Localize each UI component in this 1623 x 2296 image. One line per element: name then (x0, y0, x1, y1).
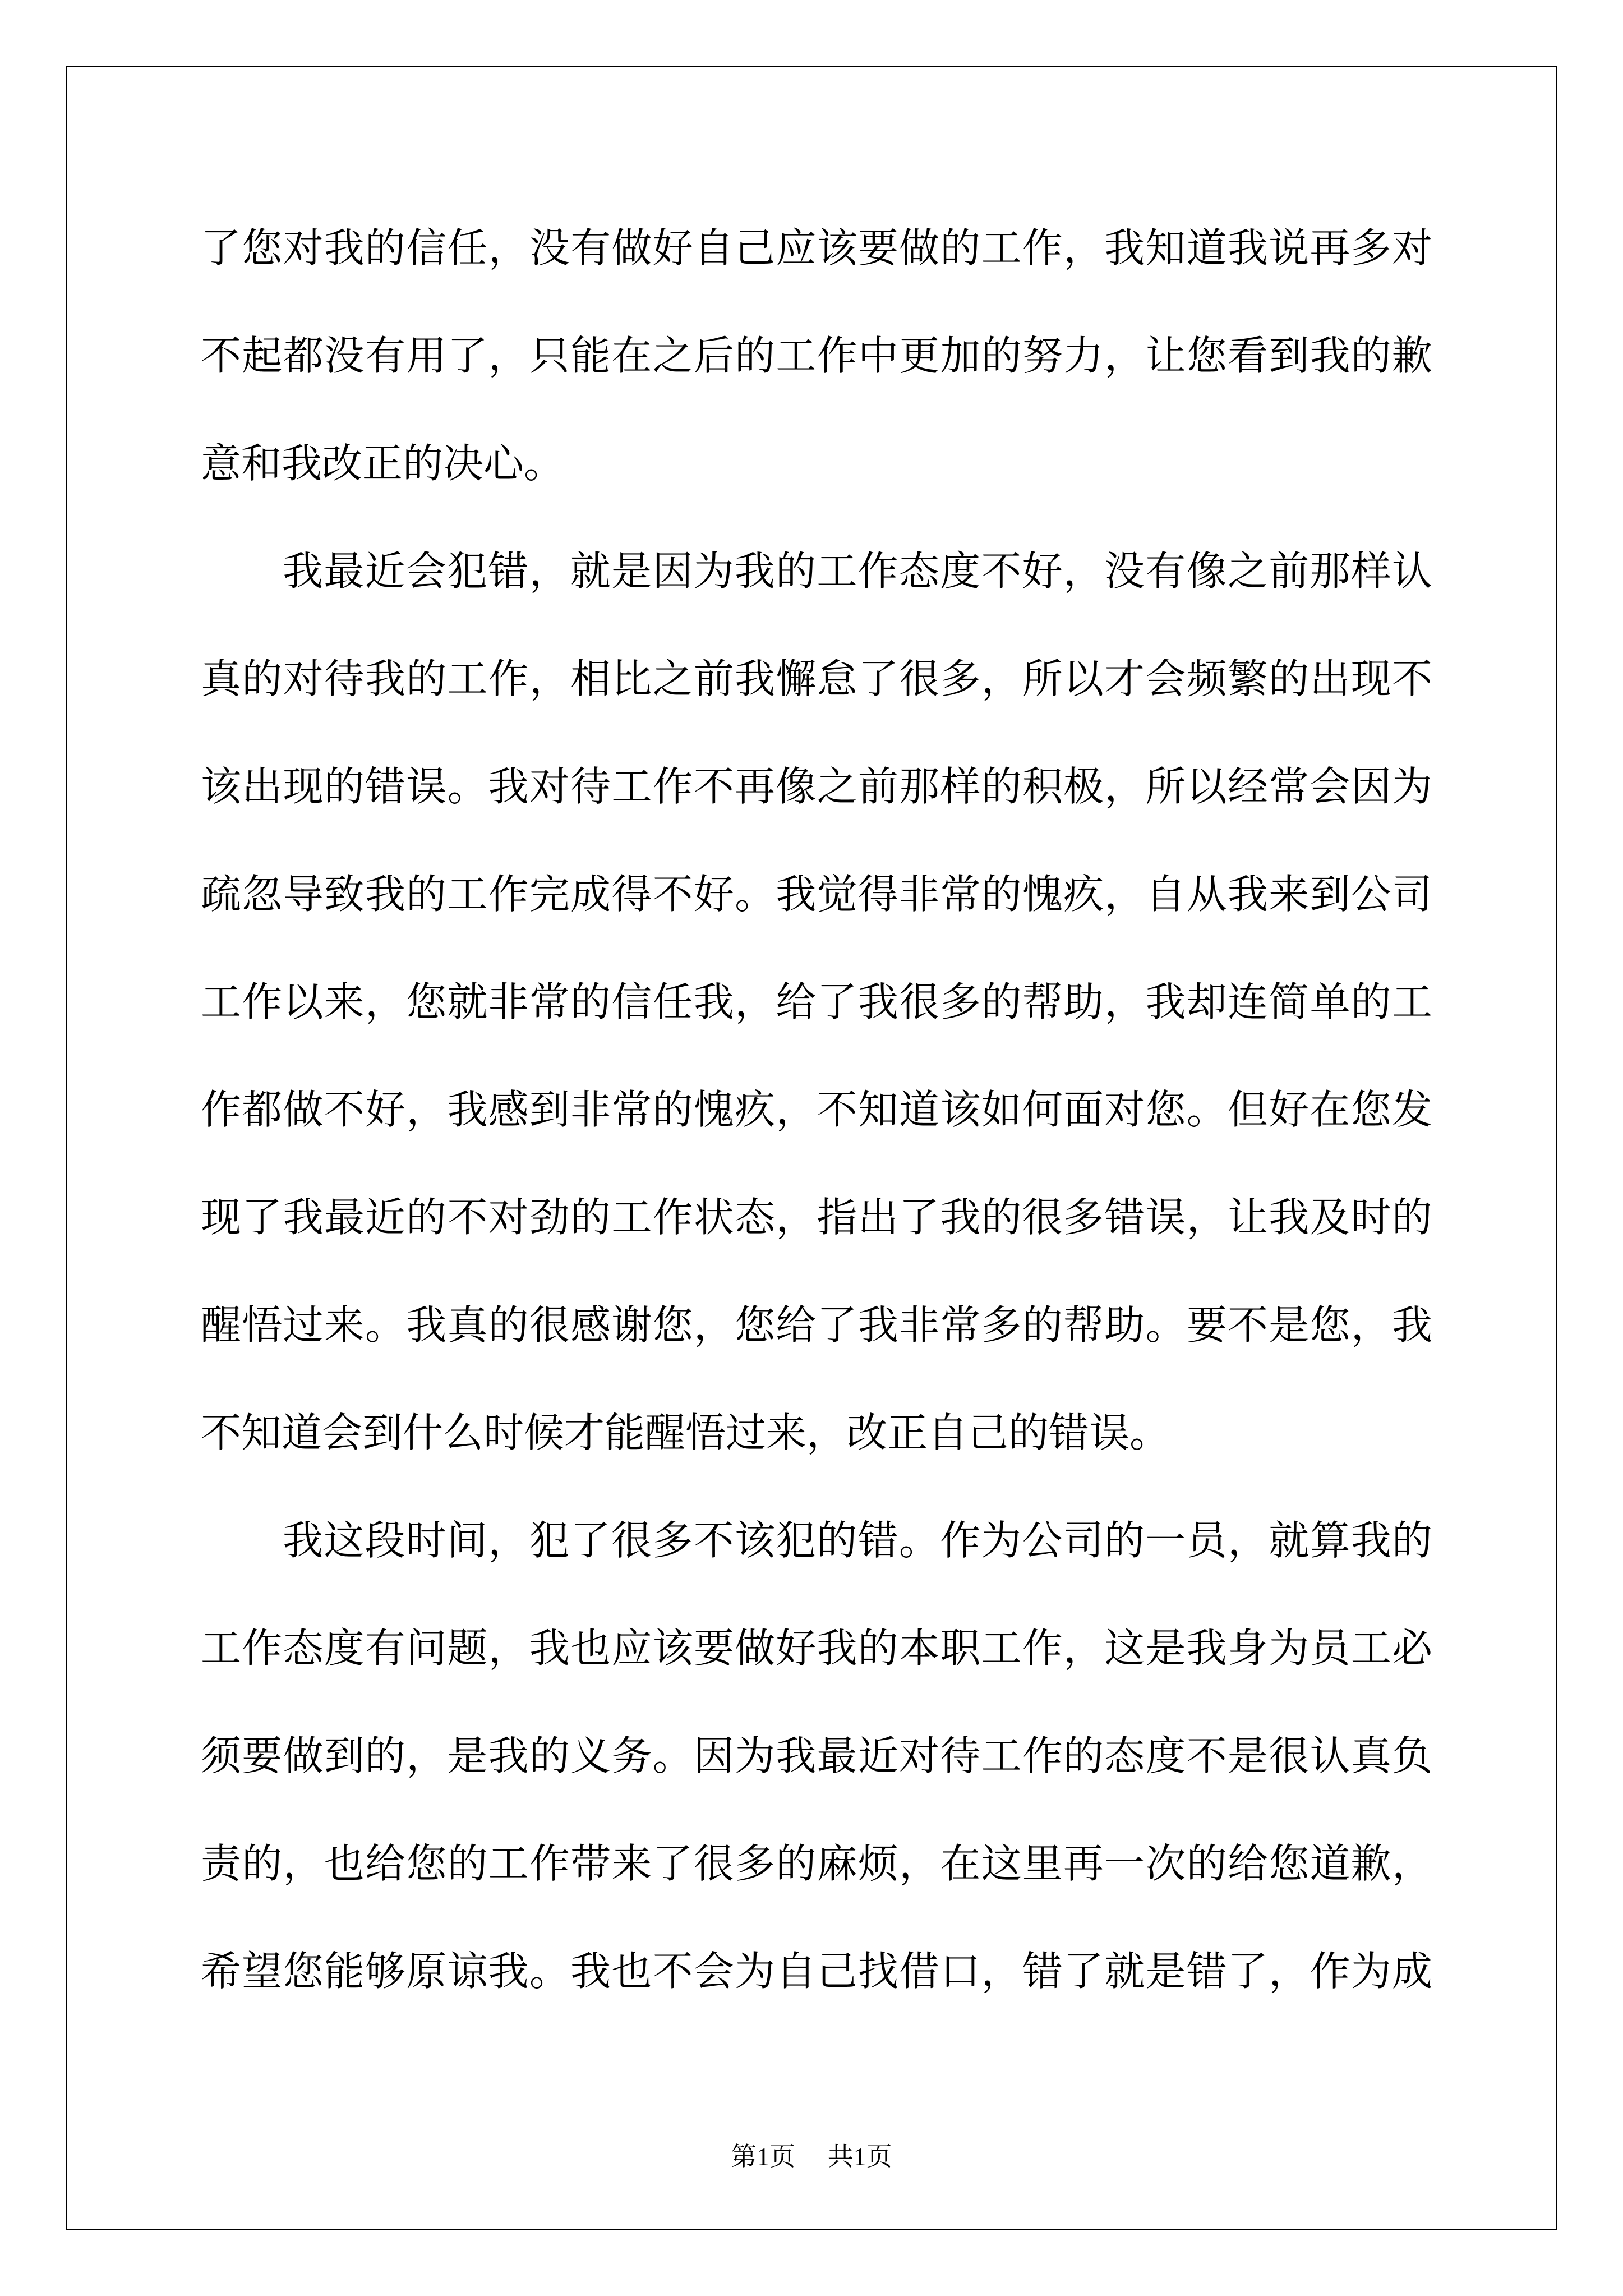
page-number: 第1页 (731, 2142, 796, 2171)
paragraph-3-line-1: 我这段时间，犯了很多不该犯的错。作为公司的一员，就算我的 (283, 1517, 1432, 1564)
paragraph-2-line-4: 疏忽导致我的工作完成得不好。我觉得非常的愧疚，自从我来到公司 (201, 871, 1432, 918)
paragraph-2-line-3: 该出现的错误。我对待工作不再像之前那样的积极，所以经常会因为 (201, 763, 1432, 810)
paragraph-3-line-3: 须要做到的，是我的义务。因为我最近对待工作的态度不是很认真负 (201, 1732, 1432, 1779)
paragraph-1-line-2: 不起都没有用了，只能在之后的工作中更加的努力，让您看到我的歉 (201, 332, 1432, 379)
paragraph-3-line-5: 希望您能够原谅我。我也不会为自己找借口，错了就是错了，作为成 (201, 1948, 1432, 1995)
paragraph-3-line-4: 责的，也给您的工作带来了很多的麻烦，在这里再一次的给您道歉， (201, 1840, 1432, 1887)
paragraph-2-line-9: 不知道会到什么时候才能醒悟过来，改正自己的错误。 (201, 1409, 1170, 1456)
paragraph-3-line-2: 工作态度有问题，我也应该要做好我的本职工作，这是我身为员工必 (201, 1625, 1432, 1672)
paragraph-1-line-3: 意和我改正的决心。 (201, 440, 565, 487)
paragraph-2-line-8: 醒悟过来。我真的很感谢您，您给了我非常多的帮助。要不是您，我 (201, 1301, 1432, 1349)
page-total: 共1页 (827, 2142, 892, 2171)
paragraph-2-line-6: 作都做不好，我感到非常的愧疚，不知道该如何面对您。但好在您发 (201, 1086, 1432, 1133)
paragraph-2-line-7: 现了我最近的不对劲的工作状态，指出了我的很多错误，让我及时的 (201, 1194, 1432, 1241)
paragraph-1-line-1: 了您对我的信任，没有做好自己应该要做的工作，我知道我说再多对 (201, 224, 1432, 272)
page-footer (0, 2140, 1623, 2174)
paragraph-2-line-5: 工作以来，您就非常的信任我，给了我很多的帮助，我却连简单的工 (201, 978, 1432, 1025)
page-frame (66, 66, 1557, 2230)
paragraph-2-line-1: 我最近会犯错，就是因为我的工作态度不好，没有像之前那样认 (283, 547, 1432, 595)
paragraph-2-line-2: 真的对待我的工作，相比之前我懈怠了很多，所以才会频繁的出现不 (201, 655, 1432, 702)
